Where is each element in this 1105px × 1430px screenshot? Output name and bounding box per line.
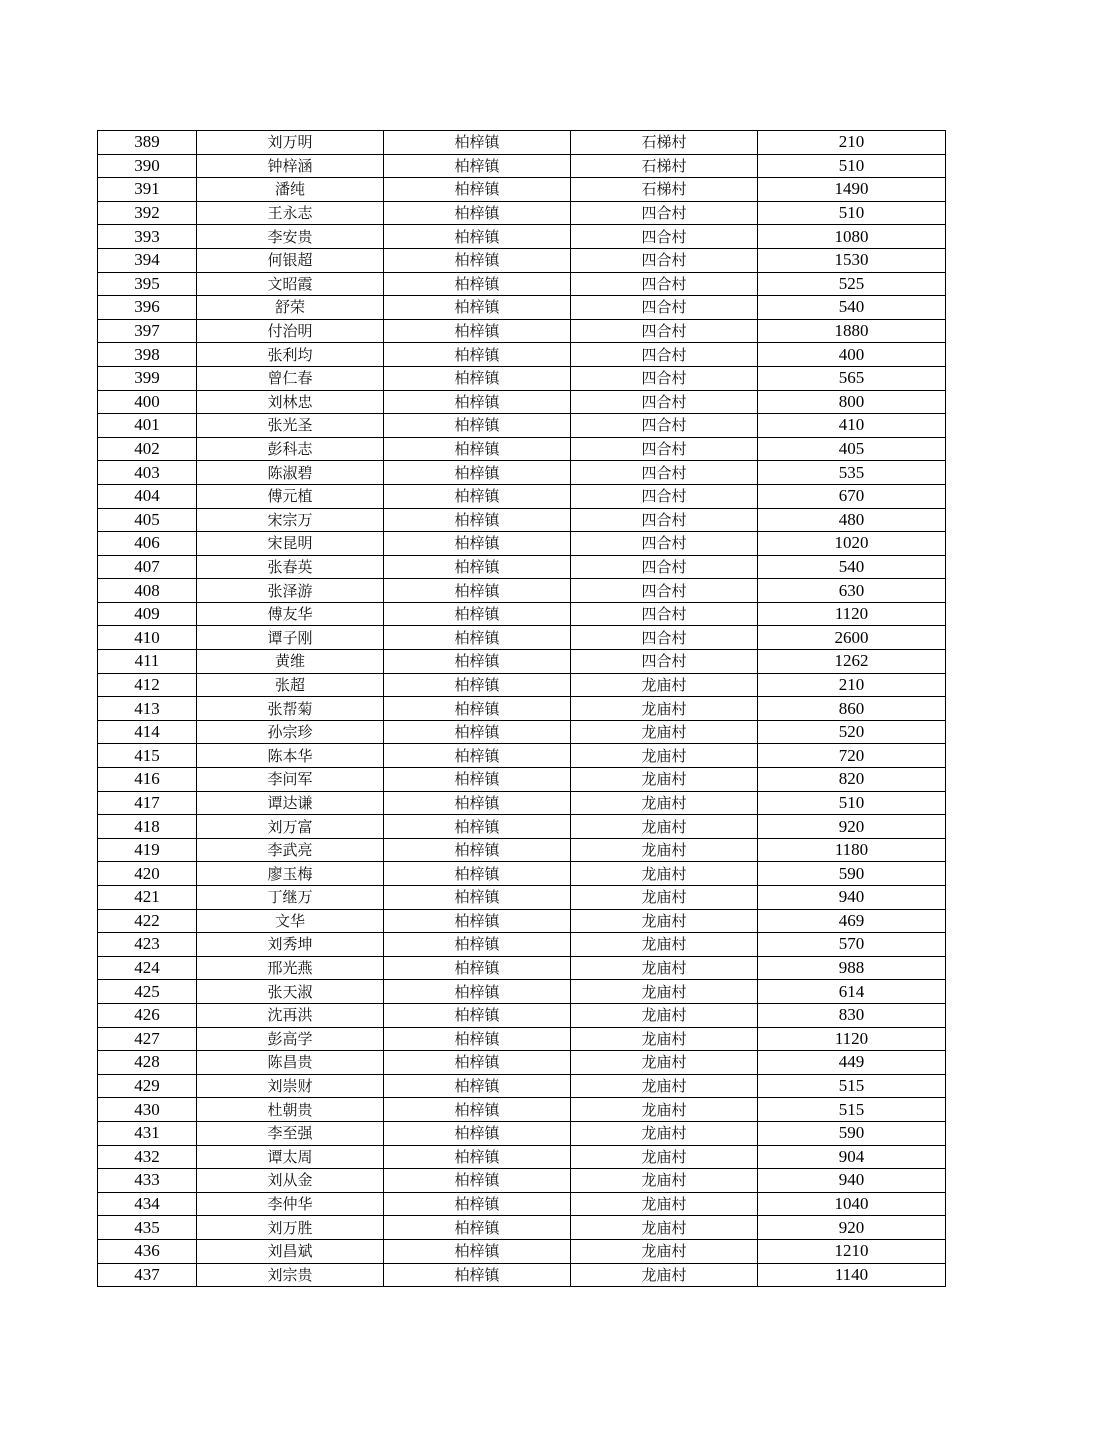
amount-cell: 510 — [758, 791, 946, 815]
amount-cell: 535 — [758, 461, 946, 485]
village-cell: 龙庙村 — [571, 1098, 758, 1122]
table-row — [98, 626, 946, 650]
village-cell: 四合村 — [571, 650, 758, 674]
name-cell: 李仲华 — [197, 1192, 384, 1216]
row-number-cell: 405 — [98, 508, 197, 532]
name-cell: 沈再洪 — [197, 1003, 384, 1027]
village-cell: 四合村 — [571, 626, 758, 650]
table-body — [98, 131, 946, 1287]
amount-cell: 1180 — [758, 838, 946, 862]
amount-cell: 720 — [758, 744, 946, 768]
row-number-cell: 413 — [98, 697, 197, 721]
village-cell: 四合村 — [571, 532, 758, 556]
village-cell: 四合村 — [571, 319, 758, 343]
table-row — [98, 1216, 946, 1240]
village-cell: 四合村 — [571, 343, 758, 367]
village-cell: 龙庙村 — [571, 980, 758, 1004]
table-row — [98, 461, 946, 485]
amount-cell: 400 — [758, 343, 946, 367]
name-cell: 黄维 — [197, 650, 384, 674]
row-number-cell: 418 — [98, 815, 197, 839]
amount-cell: 1530 — [758, 248, 946, 272]
town-cell: 柏梓镇 — [384, 673, 571, 697]
town-cell: 柏梓镇 — [384, 791, 571, 815]
row-number-cell: 411 — [98, 650, 197, 674]
town-cell: 柏梓镇 — [384, 1003, 571, 1027]
town-cell: 柏梓镇 — [384, 343, 571, 367]
name-cell: 文昭霞 — [197, 272, 384, 296]
table-row — [98, 248, 946, 272]
table-row — [98, 838, 946, 862]
name-cell: 宋昆明 — [197, 532, 384, 556]
town-cell: 柏梓镇 — [384, 248, 571, 272]
town-cell: 柏梓镇 — [384, 154, 571, 178]
town-cell: 柏梓镇 — [384, 886, 571, 910]
amount-cell: 820 — [758, 768, 946, 792]
village-cell: 石梯村 — [571, 154, 758, 178]
village-cell: 四合村 — [571, 484, 758, 508]
village-cell: 四合村 — [571, 461, 758, 485]
table-row — [98, 602, 946, 626]
amount-cell: 614 — [758, 980, 946, 1004]
amount-cell: 2600 — [758, 626, 946, 650]
table-row — [98, 791, 946, 815]
row-number-cell: 398 — [98, 343, 197, 367]
town-cell: 柏梓镇 — [384, 909, 571, 933]
town-cell: 柏梓镇 — [384, 1074, 571, 1098]
village-cell: 龙庙村 — [571, 673, 758, 697]
table-row — [98, 532, 946, 556]
village-cell: 龙庙村 — [571, 1074, 758, 1098]
row-number-cell: 389 — [98, 131, 197, 155]
village-cell: 龙庙村 — [571, 1003, 758, 1027]
amount-cell: 940 — [758, 886, 946, 910]
amount-cell: 1080 — [758, 225, 946, 249]
row-number-cell: 409 — [98, 602, 197, 626]
table-row — [98, 414, 946, 438]
amount-cell: 630 — [758, 579, 946, 603]
table-row — [98, 1121, 946, 1145]
village-cell: 龙庙村 — [571, 1121, 758, 1145]
town-cell: 柏梓镇 — [384, 1098, 571, 1122]
town-cell: 柏梓镇 — [384, 1192, 571, 1216]
amount-cell: 480 — [758, 508, 946, 532]
name-cell: 曾仁春 — [197, 366, 384, 390]
name-cell: 刘崇财 — [197, 1074, 384, 1098]
row-number-cell: 421 — [98, 886, 197, 910]
row-number-cell: 437 — [98, 1263, 197, 1287]
name-cell: 李安贵 — [197, 225, 384, 249]
village-cell: 龙庙村 — [571, 768, 758, 792]
row-number-cell: 400 — [98, 390, 197, 414]
village-cell: 龙庙村 — [571, 1051, 758, 1075]
table-row — [98, 1239, 946, 1263]
town-cell: 柏梓镇 — [384, 1263, 571, 1287]
town-cell: 柏梓镇 — [384, 532, 571, 556]
row-number-cell: 432 — [98, 1145, 197, 1169]
row-number-cell: 426 — [98, 1003, 197, 1027]
amount-cell: 570 — [758, 933, 946, 957]
village-cell: 龙庙村 — [571, 1239, 758, 1263]
name-cell: 刘昌斌 — [197, 1239, 384, 1263]
table-row — [98, 272, 946, 296]
amount-cell: 210 — [758, 131, 946, 155]
village-cell: 龙庙村 — [571, 886, 758, 910]
name-cell: 张泽游 — [197, 579, 384, 603]
table-row — [98, 1074, 946, 1098]
town-cell: 柏梓镇 — [384, 1145, 571, 1169]
village-cell: 龙庙村 — [571, 744, 758, 768]
row-number-cell: 435 — [98, 1216, 197, 1240]
town-cell: 柏梓镇 — [384, 555, 571, 579]
row-number-cell: 434 — [98, 1192, 197, 1216]
village-cell: 龙庙村 — [571, 697, 758, 721]
town-cell: 柏梓镇 — [384, 579, 571, 603]
name-cell: 刘万胜 — [197, 1216, 384, 1240]
name-cell: 李武亮 — [197, 838, 384, 862]
town-cell: 柏梓镇 — [384, 390, 571, 414]
village-cell: 四合村 — [571, 248, 758, 272]
amount-cell: 1880 — [758, 319, 946, 343]
village-cell: 四合村 — [571, 555, 758, 579]
town-cell: 柏梓镇 — [384, 602, 571, 626]
amount-cell: 1020 — [758, 532, 946, 556]
table-row — [98, 201, 946, 225]
name-cell: 张超 — [197, 673, 384, 697]
table-row — [98, 437, 946, 461]
village-cell: 龙庙村 — [571, 956, 758, 980]
table-row — [98, 296, 946, 320]
name-cell: 刘万明 — [197, 131, 384, 155]
town-cell: 柏梓镇 — [384, 768, 571, 792]
table-row — [98, 319, 946, 343]
row-number-cell: 420 — [98, 862, 197, 886]
table-row — [98, 1263, 946, 1287]
town-cell: 柏梓镇 — [384, 272, 571, 296]
amount-cell: 1040 — [758, 1192, 946, 1216]
name-cell: 李问军 — [197, 768, 384, 792]
row-number-cell: 403 — [98, 461, 197, 485]
village-cell: 龙庙村 — [571, 791, 758, 815]
table-row — [98, 909, 946, 933]
town-cell: 柏梓镇 — [384, 838, 571, 862]
amount-cell: 920 — [758, 815, 946, 839]
row-number-cell: 408 — [98, 579, 197, 603]
amount-cell: 449 — [758, 1051, 946, 1075]
town-cell: 柏梓镇 — [384, 508, 571, 532]
name-cell: 舒荣 — [197, 296, 384, 320]
row-number-cell: 433 — [98, 1169, 197, 1193]
amount-cell: 525 — [758, 272, 946, 296]
table-row — [98, 1192, 946, 1216]
amount-cell: 410 — [758, 414, 946, 438]
town-cell: 柏梓镇 — [384, 720, 571, 744]
table-row — [98, 956, 946, 980]
row-number-cell: 396 — [98, 296, 197, 320]
data-table — [97, 130, 946, 1287]
row-number-cell: 407 — [98, 555, 197, 579]
amount-cell: 920 — [758, 1216, 946, 1240]
village-cell: 四合村 — [571, 508, 758, 532]
row-number-cell: 415 — [98, 744, 197, 768]
row-number-cell: 410 — [98, 626, 197, 650]
village-cell: 四合村 — [571, 390, 758, 414]
town-cell: 柏梓镇 — [384, 933, 571, 957]
table-row — [98, 980, 946, 1004]
amount-cell: 1120 — [758, 1027, 946, 1051]
village-cell: 石梯村 — [571, 131, 758, 155]
row-number-cell: 406 — [98, 532, 197, 556]
name-cell: 王永志 — [197, 201, 384, 225]
name-cell: 傅友华 — [197, 602, 384, 626]
name-cell: 文华 — [197, 909, 384, 933]
name-cell: 刘林忠 — [197, 390, 384, 414]
amount-cell: 1140 — [758, 1263, 946, 1287]
amount-cell: 904 — [758, 1145, 946, 1169]
row-number-cell: 402 — [98, 437, 197, 461]
row-number-cell: 425 — [98, 980, 197, 1004]
amount-cell: 515 — [758, 1074, 946, 1098]
name-cell: 张春英 — [197, 555, 384, 579]
amount-cell: 800 — [758, 390, 946, 414]
town-cell: 柏梓镇 — [384, 1216, 571, 1240]
amount-cell: 469 — [758, 909, 946, 933]
village-cell: 龙庙村 — [571, 838, 758, 862]
amount-cell: 830 — [758, 1003, 946, 1027]
row-number-cell: 416 — [98, 768, 197, 792]
name-cell: 李至强 — [197, 1121, 384, 1145]
name-cell: 潘纯 — [197, 178, 384, 202]
name-cell: 宋宗万 — [197, 508, 384, 532]
table-row — [98, 720, 946, 744]
name-cell: 张天淑 — [197, 980, 384, 1004]
table-row — [98, 579, 946, 603]
village-cell: 龙庙村 — [571, 909, 758, 933]
town-cell: 柏梓镇 — [384, 484, 571, 508]
table-row — [98, 673, 946, 697]
row-number-cell: 414 — [98, 720, 197, 744]
row-number-cell: 390 — [98, 154, 197, 178]
row-number-cell: 412 — [98, 673, 197, 697]
name-cell: 谭达谦 — [197, 791, 384, 815]
amount-cell: 670 — [758, 484, 946, 508]
name-cell: 陈本华 — [197, 744, 384, 768]
table-row — [98, 225, 946, 249]
name-cell: 彭科志 — [197, 437, 384, 461]
amount-cell: 510 — [758, 201, 946, 225]
table-row — [98, 1003, 946, 1027]
amount-cell: 405 — [758, 437, 946, 461]
village-cell: 龙庙村 — [571, 720, 758, 744]
town-cell: 柏梓镇 — [384, 1239, 571, 1263]
amount-cell: 1210 — [758, 1239, 946, 1263]
row-number-cell: 429 — [98, 1074, 197, 1098]
village-cell: 四合村 — [571, 201, 758, 225]
village-cell: 龙庙村 — [571, 815, 758, 839]
name-cell: 钟梓涵 — [197, 154, 384, 178]
row-number-cell: 430 — [98, 1098, 197, 1122]
table-row — [98, 933, 946, 957]
village-cell: 龙庙村 — [571, 933, 758, 957]
table-row — [98, 744, 946, 768]
table-row — [98, 1027, 946, 1051]
amount-cell: 210 — [758, 673, 946, 697]
village-cell: 龙庙村 — [571, 1169, 758, 1193]
town-cell: 柏梓镇 — [384, 697, 571, 721]
town-cell: 柏梓镇 — [384, 225, 571, 249]
village-cell: 石梯村 — [571, 178, 758, 202]
name-cell: 张帮菊 — [197, 697, 384, 721]
town-cell: 柏梓镇 — [384, 437, 571, 461]
village-cell: 四合村 — [571, 272, 758, 296]
village-cell: 龙庙村 — [571, 1216, 758, 1240]
name-cell: 丁继万 — [197, 886, 384, 910]
table-row — [98, 131, 946, 155]
name-cell: 陈昌贵 — [197, 1051, 384, 1075]
amount-cell: 1262 — [758, 650, 946, 674]
table-row — [98, 697, 946, 721]
town-cell: 柏梓镇 — [384, 461, 571, 485]
name-cell: 陈淑碧 — [197, 461, 384, 485]
village-cell: 龙庙村 — [571, 1145, 758, 1169]
amount-cell: 860 — [758, 697, 946, 721]
name-cell: 谭子刚 — [197, 626, 384, 650]
row-number-cell: 436 — [98, 1239, 197, 1263]
table-row — [98, 154, 946, 178]
village-cell: 龙庙村 — [571, 862, 758, 886]
table-row — [98, 508, 946, 532]
town-cell: 柏梓镇 — [384, 201, 571, 225]
row-number-cell: 431 — [98, 1121, 197, 1145]
name-cell: 刘从金 — [197, 1169, 384, 1193]
table-row — [98, 815, 946, 839]
town-cell: 柏梓镇 — [384, 956, 571, 980]
row-number-cell: 395 — [98, 272, 197, 296]
town-cell: 柏梓镇 — [384, 178, 571, 202]
town-cell: 柏梓镇 — [384, 1121, 571, 1145]
village-cell: 龙庙村 — [571, 1027, 758, 1051]
village-cell: 四合村 — [571, 366, 758, 390]
name-cell: 付治明 — [197, 319, 384, 343]
row-number-cell: 428 — [98, 1051, 197, 1075]
row-number-cell: 393 — [98, 225, 197, 249]
town-cell: 柏梓镇 — [384, 815, 571, 839]
village-cell: 四合村 — [571, 602, 758, 626]
row-number-cell: 423 — [98, 933, 197, 957]
table-row — [98, 1145, 946, 1169]
row-number-cell: 401 — [98, 414, 197, 438]
amount-cell: 515 — [758, 1098, 946, 1122]
name-cell: 彭高学 — [197, 1027, 384, 1051]
name-cell: 张光圣 — [197, 414, 384, 438]
table-row — [98, 650, 946, 674]
table-row — [98, 484, 946, 508]
name-cell: 刘宗贵 — [197, 1263, 384, 1287]
town-cell: 柏梓镇 — [384, 1169, 571, 1193]
row-number-cell: 392 — [98, 201, 197, 225]
table-row — [98, 178, 946, 202]
village-cell: 四合村 — [571, 225, 758, 249]
row-number-cell: 397 — [98, 319, 197, 343]
table-row — [98, 366, 946, 390]
name-cell: 刘秀坤 — [197, 933, 384, 957]
name-cell: 谭太周 — [197, 1145, 384, 1169]
name-cell: 杜朝贵 — [197, 1098, 384, 1122]
row-number-cell: 404 — [98, 484, 197, 508]
name-cell: 刘万富 — [197, 815, 384, 839]
table-row — [98, 862, 946, 886]
row-number-cell: 394 — [98, 248, 197, 272]
amount-cell: 540 — [758, 555, 946, 579]
town-cell: 柏梓镇 — [384, 366, 571, 390]
town-cell: 柏梓镇 — [384, 414, 571, 438]
town-cell: 柏梓镇 — [384, 862, 571, 886]
amount-cell: 940 — [758, 1169, 946, 1193]
table-row — [98, 555, 946, 579]
table-row — [98, 1169, 946, 1193]
amount-cell: 988 — [758, 956, 946, 980]
town-cell: 柏梓镇 — [384, 1051, 571, 1075]
name-cell: 何银超 — [197, 248, 384, 272]
amount-cell: 540 — [758, 296, 946, 320]
table-row — [98, 390, 946, 414]
table-row — [98, 1098, 946, 1122]
town-cell: 柏梓镇 — [384, 744, 571, 768]
town-cell: 柏梓镇 — [384, 650, 571, 674]
row-number-cell: 417 — [98, 791, 197, 815]
village-cell: 龙庙村 — [571, 1263, 758, 1287]
village-cell: 四合村 — [571, 414, 758, 438]
town-cell: 柏梓镇 — [384, 1027, 571, 1051]
amount-cell: 565 — [758, 366, 946, 390]
table-row — [98, 886, 946, 910]
village-cell: 四合村 — [571, 579, 758, 603]
name-cell: 邢光燕 — [197, 956, 384, 980]
name-cell: 傅元植 — [197, 484, 384, 508]
table-row — [98, 768, 946, 792]
row-number-cell: 427 — [98, 1027, 197, 1051]
row-number-cell: 419 — [98, 838, 197, 862]
row-number-cell: 391 — [98, 178, 197, 202]
town-cell: 柏梓镇 — [384, 296, 571, 320]
village-cell: 四合村 — [571, 296, 758, 320]
name-cell: 张利均 — [197, 343, 384, 367]
amount-cell: 590 — [758, 1121, 946, 1145]
row-number-cell: 399 — [98, 366, 197, 390]
table-row — [98, 1051, 946, 1075]
name-cell: 孙宗珍 — [197, 720, 384, 744]
amount-cell: 1120 — [758, 602, 946, 626]
town-cell: 柏梓镇 — [384, 980, 571, 1004]
town-cell: 柏梓镇 — [384, 319, 571, 343]
row-number-cell: 424 — [98, 956, 197, 980]
town-cell: 柏梓镇 — [384, 626, 571, 650]
town-cell: 柏梓镇 — [384, 131, 571, 155]
table-row — [98, 343, 946, 367]
name-cell: 廖玉梅 — [197, 862, 384, 886]
row-number-cell: 422 — [98, 909, 197, 933]
amount-cell: 510 — [758, 154, 946, 178]
amount-cell: 520 — [758, 720, 946, 744]
amount-cell: 1490 — [758, 178, 946, 202]
village-cell: 四合村 — [571, 437, 758, 461]
village-cell: 龙庙村 — [571, 1192, 758, 1216]
amount-cell: 590 — [758, 862, 946, 886]
